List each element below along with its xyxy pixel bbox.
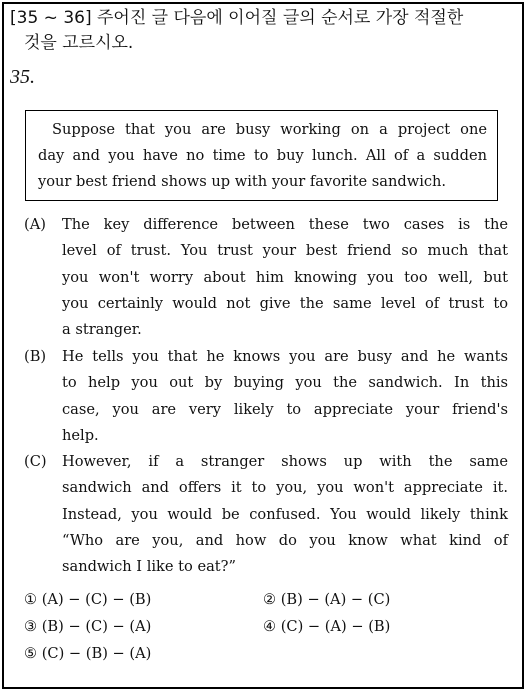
paragraph-c-line: sandwich I like to eat?” xyxy=(62,558,236,576)
choice-5[interactable]: ⑤ (C) − (B) − (A) xyxy=(24,645,152,662)
paragraph-a-label: (A) xyxy=(24,216,46,233)
paragraph-b xyxy=(24,344,508,449)
paragraph-a-line: you certainly would not give the same level of trust to xyxy=(62,294,508,312)
paragraph-c-line: “Who are you, and how do you know what kind of xyxy=(62,531,508,549)
paragraph-b-label: (B) xyxy=(24,348,47,365)
choice-1[interactable]: ① (A) − (C) − (B) xyxy=(24,591,152,608)
given-line-2: day and you have no time to buy lunch. All of a sudden xyxy=(38,147,487,164)
paragraph-a xyxy=(24,212,508,343)
paragraph-b-line: to help you out by buying you the sandwich. In this xyxy=(62,374,508,392)
paragraph-b-line: He tells you that he knows you are busy and he wants xyxy=(62,348,508,365)
paragraph-a-line: level of trust. You trust your best friend so much that xyxy=(62,242,508,260)
instruction-line-1: [35 ~ 36] 주어진 글 다음에 이어질 글의 순서로 가장 적절한 xyxy=(10,8,464,28)
question-number: 35. xyxy=(10,66,35,88)
paragraph-c-line: However, if a stranger shows up with the same xyxy=(62,453,508,470)
instruction-line-2: 것을 고르시오. xyxy=(24,33,134,53)
choice-2[interactable]: ② (B) − (A) − (C) xyxy=(263,591,391,608)
paragraph-a-line: a stranger. xyxy=(62,321,142,339)
paragraph-b-line: help. xyxy=(62,426,99,444)
paragraph-c-line: Instead, you would be confused. You would likely think xyxy=(62,505,508,523)
paragraph-a-line: The key difference between these two cases is the xyxy=(62,216,508,233)
paragraph-c-line: sandwich and offers it to you, you won't appreciate it. xyxy=(62,479,508,497)
paragraph-b-line: case, you are very likely to appreciate your friend's xyxy=(62,400,508,418)
given-line-3: your best friend shows up with your favorite sandwich. xyxy=(38,173,447,190)
choice-4[interactable]: ④ (C) − (A) − (B) xyxy=(263,618,391,635)
paragraph-a-line: you won't worry about him knowing you too well, but xyxy=(62,268,508,286)
given-passage-box xyxy=(25,110,498,201)
instruction-text xyxy=(10,6,510,56)
paragraph-c xyxy=(24,449,508,580)
choice-3[interactable]: ③ (B) − (C) − (A) xyxy=(24,618,152,635)
given-line-1: Suppose that you are busy working on a project one xyxy=(52,121,487,138)
paragraph-c-label: (C) xyxy=(24,453,47,470)
